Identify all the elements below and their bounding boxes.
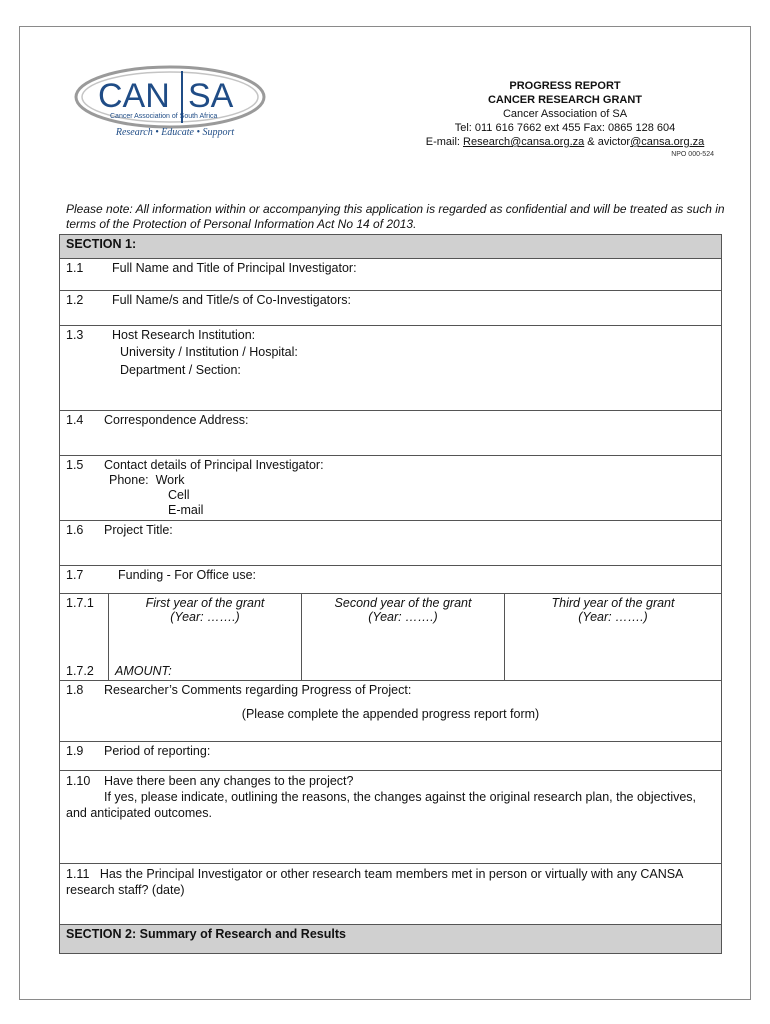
section1-header: SECTION 1: <box>60 235 722 259</box>
header-block <box>380 79 750 149</box>
row-1-7 <box>60 566 722 594</box>
email-prefix: E-mail: <box>425 136 464 148</box>
row-1-3[interactable] <box>60 326 722 411</box>
row-1-1[interactable] <box>60 259 722 291</box>
logo-tagline: Research • Educate • Support <box>115 127 235 138</box>
label-funding: Funding - For Office use: <box>118 568 257 582</box>
avictor-email-link[interactable]: @cansa.org.za <box>630 136 705 148</box>
label-co-investigators: Full Name/s and Title/s of Co-Investigators: <box>112 293 351 307</box>
num-1-8: 1.8 <box>66 683 84 697</box>
label-progress-form-note: (Please complete the appended progress report form) <box>241 707 540 721</box>
label-email: E-mail <box>168 503 204 517</box>
label-work: Work <box>155 473 185 487</box>
row-1-11[interactable] <box>60 864 722 925</box>
label-contact-details: Contact details of Principal Investigator: <box>104 458 324 472</box>
header-title2: CANCER RESEARCH GRANT <box>487 94 642 106</box>
label-principal-investigator: Full Name and Title of Principal Investigator: <box>112 261 357 275</box>
num-1-6: 1.6 <box>66 523 84 537</box>
header-email-line <box>380 135 750 149</box>
label-host-institution: Host Research Institution: <box>112 328 256 342</box>
header-org: Cancer Association of SA <box>502 108 628 120</box>
funding-years-table <box>60 594 721 680</box>
label-changes-detail: If yes, please indicate, outlining the reasons, the changes against the original research plan, the objectives, and anticipated outcomes. <box>66 790 697 820</box>
first-year-cell[interactable] <box>109 594 302 662</box>
section1-table <box>59 234 722 954</box>
label-correspondence: Correspondence Address: <box>104 413 249 427</box>
section2-header: SECTION 2: Summary of Research and Results <box>60 925 722 954</box>
first-year-label: First year of the grant <box>145 596 265 610</box>
logo-brand-left: CAN <box>98 77 170 115</box>
row-1-8[interactable] <box>60 681 722 742</box>
cansa-logo <box>70 57 270 172</box>
third-year-value: (Year: …….) <box>578 610 648 624</box>
form-page <box>19 26 751 1000</box>
num-1-1: 1.1 <box>66 261 84 275</box>
first-year-value: (Year: …….) <box>170 610 240 624</box>
label-cell: Cell <box>168 488 190 502</box>
third-year-cell[interactable] <box>505 594 722 662</box>
num-1-10: 1.10 <box>66 774 91 788</box>
second-year-label: Second year of the grant <box>334 596 472 610</box>
label-department: Department / Section: <box>120 363 241 377</box>
label-project-title: Project Title: <box>104 523 173 537</box>
second-year-value: (Year: …….) <box>368 610 438 624</box>
row-1-7-1 <box>60 594 722 681</box>
num-1-5: 1.5 <box>66 458 84 472</box>
label-met-cansa: Has the Principal Investigator or other research team members met in person or virtually with any CANSA research staff? (date) <box>66 867 683 897</box>
second-year-cell[interactable] <box>302 594 505 662</box>
third-year-label: Third year of the grant <box>551 596 675 610</box>
logo-subtitle: Cancer Association of South Africa <box>110 113 218 120</box>
num-1-7-2: 1.7.2 <box>66 664 94 678</box>
label-phone: Phone: <box>109 473 149 487</box>
label-changes-question: Have there been any changes to the project? <box>104 774 354 788</box>
row-1-5[interactable] <box>60 456 722 521</box>
label-researcher-comments: Researcher’s Comments regarding Progress of Project: <box>104 683 412 697</box>
row-1-2[interactable] <box>60 291 722 326</box>
header-title1: PROGRESS REPORT <box>509 80 621 92</box>
label-university: University / Institution / Hospital: <box>120 345 298 359</box>
npo-number: NPO 000-524 <box>671 151 714 158</box>
label-period-reporting: Period of reporting: <box>104 744 211 758</box>
row-1-9[interactable] <box>60 742 722 771</box>
phone-work-line <box>66 473 715 488</box>
amount-second-year[interactable] <box>302 662 505 680</box>
header-tel: Tel: 011 616 7662 ext 455 Fax: 0865 128 604 <box>454 122 676 134</box>
row-1-4[interactable] <box>60 411 722 456</box>
num-1-3: 1.3 <box>66 328 84 342</box>
row-1-10[interactable] <box>60 771 722 864</box>
amount-third-year[interactable] <box>505 662 722 680</box>
logo-brand-right: SA <box>188 77 234 115</box>
research-email-link[interactable]: Research@cansa.org.za <box>463 136 585 148</box>
email-mid: & avictor <box>584 136 631 148</box>
amount-label: AMOUNT: <box>109 662 302 680</box>
num-1-11: 1.11 <box>66 867 90 881</box>
num-1-7-1: 1.7.1 <box>66 596 94 610</box>
num-1-7: 1.7 <box>66 568 84 582</box>
confidentiality-note: Please note: All information within or accompanying this application is regarded as confidential and will be treated as such in terms of the Protection of Personal Information Act No 14 of 2013. <box>66 202 725 231</box>
num-1-2: 1.2 <box>66 293 84 307</box>
num-1-4: 1.4 <box>66 413 84 427</box>
row-1-6[interactable] <box>60 521 722 566</box>
num-1-9: 1.9 <box>66 744 84 758</box>
